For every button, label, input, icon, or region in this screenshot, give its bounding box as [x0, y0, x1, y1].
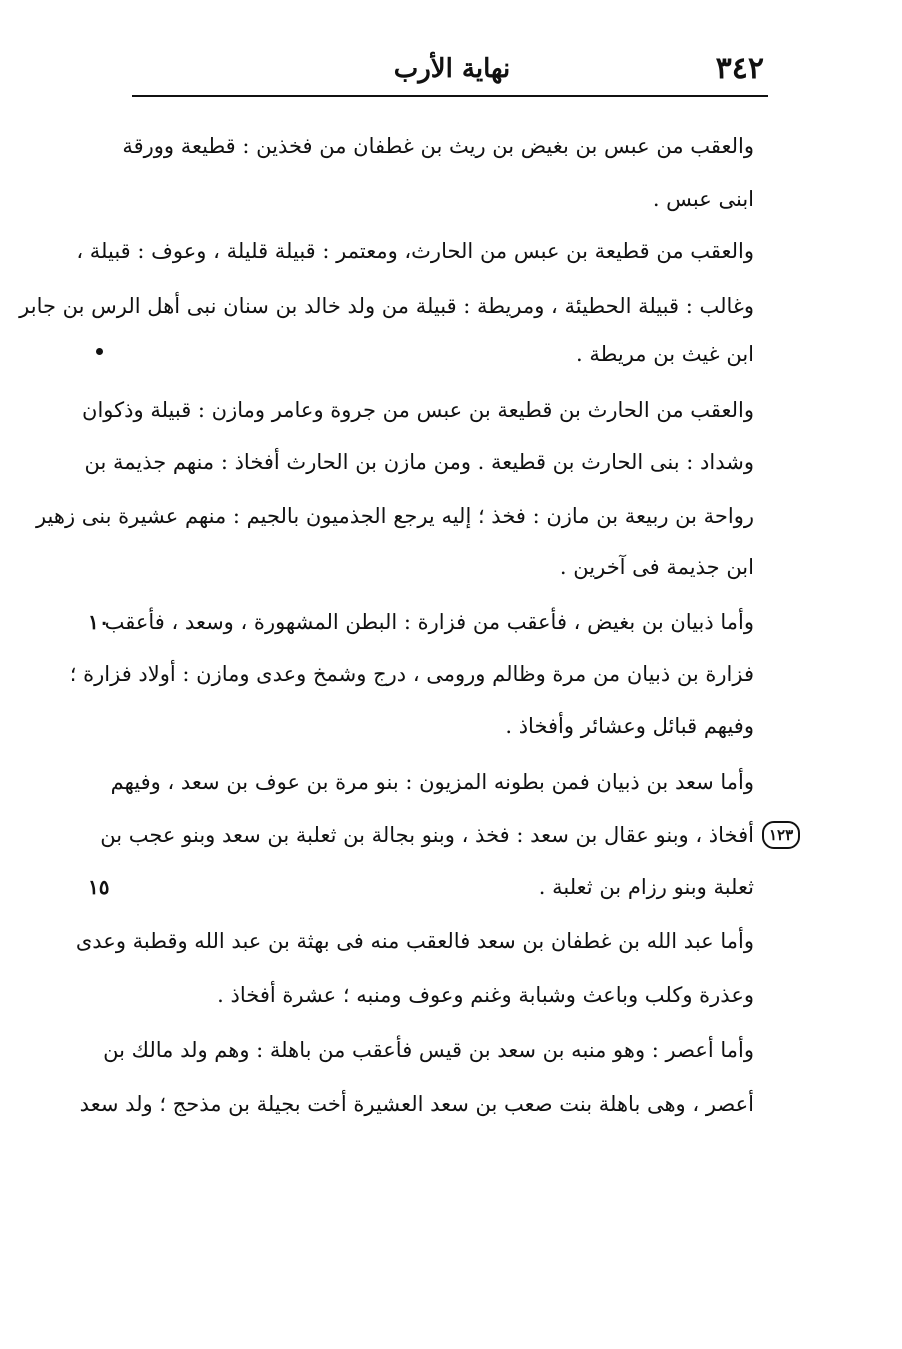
running-title: نهاية الأرب	[393, 54, 511, 84]
text-line: فزارة بن ذبيان من مرة وظالم ورومى ، درج وشمخ وعدى ومازن : أولاد فزارة ؛	[69, 662, 754, 686]
line-number: ١٠	[88, 610, 110, 634]
text-line: وغالب : قبيلة الحطيئة ، ومريطة : قبيلة من ولد خالد بن سنان نبى أهل الرس بن جابر	[19, 294, 754, 318]
text-line: وعذرة وكلب وباعث وشبابة وغنم وعوف ومنبه ؛ عشرة أفخاذ .	[217, 983, 754, 1007]
text-line: ابن جذيمة فى آخرين .	[559, 555, 754, 579]
text-line: ابنى عبس .	[652, 187, 754, 211]
text-line: والعقب من عبس بن بغيض بن ريث بن غطفان من فخذين : قطيعة وورقة	[122, 134, 754, 158]
folio-reference-badge: ١٢٣	[762, 821, 800, 849]
text-line: ثعلبة وبنو رزام بن ثعلبة .	[538, 875, 754, 899]
text-line: أعصر ، وهى باهلة بنت صعب بن سعد العشيرة أخت بجيلة بن مذحج ؛ ولد سعد	[79, 1092, 754, 1116]
text-line: ابن غيث بن مريطة .	[576, 342, 754, 366]
text-line: والعقب من الحارث بن قطيعة بن عبس من جروة وعامر ومازن : قبيلة وذكوان	[82, 398, 754, 422]
line-number: ١٥	[88, 875, 110, 899]
page-number: ٣٤٢	[715, 51, 764, 86]
text-line: وأما أعصر : وهو منبه بن سعد بن قيس فأعقب من باهلة : وهم ولد مالك بن	[103, 1038, 754, 1062]
text-line: وأما سعد بن ذبيان فمن بطونه المزيون : بنو مرة بن عوف بن سعد ، وفيهم	[110, 770, 754, 794]
text-line: وفيهم قبائل وعشائر وأفخاذ .	[505, 714, 754, 738]
text-line: وشداد : بنى الحارث بن قطيعة . ومن مازن بن الحارث أفخاذ : منهم جذيمة بن	[84, 450, 754, 474]
text-line: أفخاذ ، وبنو عقال بن سعد : فخذ ، وبنو بجالة بن ثعلبة بن سعد وبنو عجب بن	[100, 823, 754, 847]
margin-dot	[96, 348, 103, 355]
text-line: رواحة بن ربيعة بن مازن : فخذ ؛ إليه يرجع الجذميون بالجيم : منهم عشيرة بنى زهير	[35, 504, 754, 528]
text-line: والعقب من قطيعة بن عبس من الحارث، ومعتمر : قبيلة قليلة ، وعوف : قبيلة ،	[76, 239, 754, 263]
header-rule	[132, 95, 768, 97]
text-line: وأما ذبيان بن بغيض ، فأعقب من فزارة : البطن المشهورة ، وسعد ، فأعقب	[104, 610, 754, 634]
text-line: وأما عبد الله بن غطفان بن سعد فالعقب منه فى بهثة بن عبد الله وقطبة وعدى	[75, 929, 754, 953]
